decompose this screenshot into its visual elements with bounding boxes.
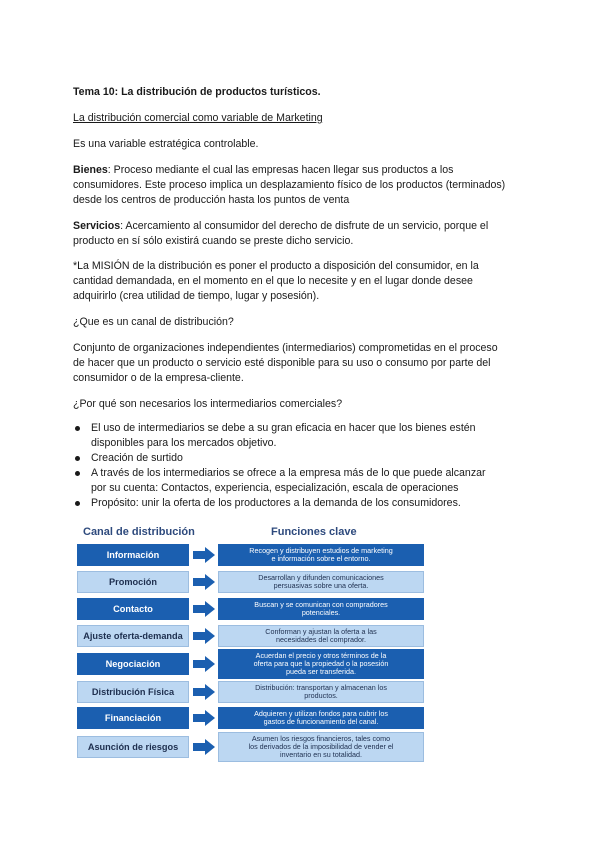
arrow-right-icon [193,601,215,617]
arrow-right-icon [193,684,215,700]
bullet-line: disponibles para los mercados objetivo. [91,437,277,449]
diagram-row [77,598,425,620]
answer1-line2: de hacer que un producto o servicio esté disponible para su uso o consumo por parte del [73,357,491,369]
bienes-term: Bienes [73,164,108,176]
intermediarios-list [73,421,535,511]
arrow-right-icon [193,739,215,755]
mision-paragraph [73,259,535,304]
diagram-description: Buscan y se comunican con compradores potenciales. [218,598,424,620]
servicios-paragraph [73,219,535,249]
bienes-paragraph [73,163,535,208]
diagram-description: Adquieren y utilizan fondos para cubrir los gastos de funcionamiento del canal. [218,707,424,729]
diagram-description: Desarrollan y difunden comunicaciones persuasivas sobre una oferta. [218,571,424,593]
bullet-line: Propósito: unir la oferta de los productores a la demanda de los consumidores. [91,497,461,509]
diagram-description: Conforman y ajustan la oferta a las necesidades del comprador. [218,625,424,647]
arrow-right-icon [193,574,215,590]
diagram-row [77,707,425,729]
arrow-right-icon [193,628,215,644]
diagram-description: Distribución: transportan y almacenan los productos. [218,681,424,703]
canal-definition [73,341,535,386]
bullet-icon [75,426,80,431]
diagram-row [77,681,425,703]
diagram-label: Promoción [77,571,189,593]
bullet-icon [75,501,80,506]
section-subtitle: La distribución comercial como variable de Marketing [73,112,323,124]
diagram-row [77,625,425,647]
diagram-row [77,736,425,758]
servicios-line2: producto en sí sólo existirá cuando se preste dicho servicio. [73,235,354,247]
list-item [73,421,535,451]
diagram-row [77,653,425,675]
bullet-line: A través de los intermediarios se ofrece a la empresa más de lo que puede alcanzar [91,467,486,479]
diagram-label: Distribución Física [77,681,189,703]
mision-line1: *La MISIÓN de la distribución es poner el producto a disposición del consumidor, en la [73,260,479,272]
bullet-icon [75,456,80,461]
document-title: Tema 10: La distribución de productos turísticos. [73,86,321,98]
question-intermediarios: ¿Por qué son necesarios los intermediarios comerciales? [73,398,343,410]
diagram-label: Contacto [77,598,189,620]
diagram-row [77,571,425,593]
list-item [73,451,535,466]
diagram-description: Asumen los riesgos financieros, tales como los derivados de la imposibilidad de vender el inventario en su totalidad. [218,732,424,762]
bienes-line3: desde los centros de producción hasta los puntos de venta [73,194,350,206]
bullet-line: por su cuenta: Contactos, experiencia, especialización, escala de operaciones [91,482,459,494]
diagram-label: Negociación [77,653,189,675]
question-canal: ¿Que es un canal de distribución? [73,316,234,328]
bullet-line: El uso de intermediarios se debe a su gran eficacia en hacer que los bienes estén [91,422,476,434]
bullet-icon [75,471,80,476]
servicios-line1: : Acercamiento al consumidor del derecho de disfrute de un servicio, porque el [120,220,489,232]
bullet-line: Creación de surtido [91,452,183,464]
canal-funciones-diagram [77,526,427,761]
answer1-line1: Conjunto de organizaciones independientes (intermediarios) comprometidas en el proceso [73,342,498,354]
diagram-label: Información [77,544,189,566]
bienes-line1: : Proceso mediante el cual las empresas hacen llegar sus productos a los [107,164,454,176]
diagram-label: Asunción de riesgos [77,736,189,758]
diagram-description: Acuerdan el precio y otros términos de la oferta para que la propiedad o la posesión pueda ser transferida. [218,649,424,679]
mision-line2: cantidad demandada, en el momento en el que lo necesite y en el lugar donde desee [73,275,473,287]
diagram-header-funciones: Funciones clave [271,526,357,538]
intro-text: Es una variable estratégica controlable. [73,138,259,150]
diagram-label: Ajuste oferta-demanda [77,625,189,647]
arrow-right-icon [193,547,215,563]
bienes-line2: consumidores. Este proceso implica un desplazamiento físico de los productos (terminados) [73,179,506,191]
diagram-description: Recogen y distribuyen estudios de marketing e información sobre el entorno. [218,544,424,566]
arrow-right-icon [193,710,215,726]
diagram-row [77,544,425,566]
arrow-right-icon [193,656,215,672]
list-item [73,466,535,496]
servicios-term: Servicios [73,220,121,232]
answer1-line3: consumidor o de la empresa-cliente. [73,372,244,384]
mision-line3: adquirirlo (crea utilidad de tiempo, lugar y posesión). [73,290,320,302]
diagram-label: Financiación [77,707,189,729]
list-item [73,496,535,511]
diagram-header-canal: Canal de distribución [83,526,195,538]
